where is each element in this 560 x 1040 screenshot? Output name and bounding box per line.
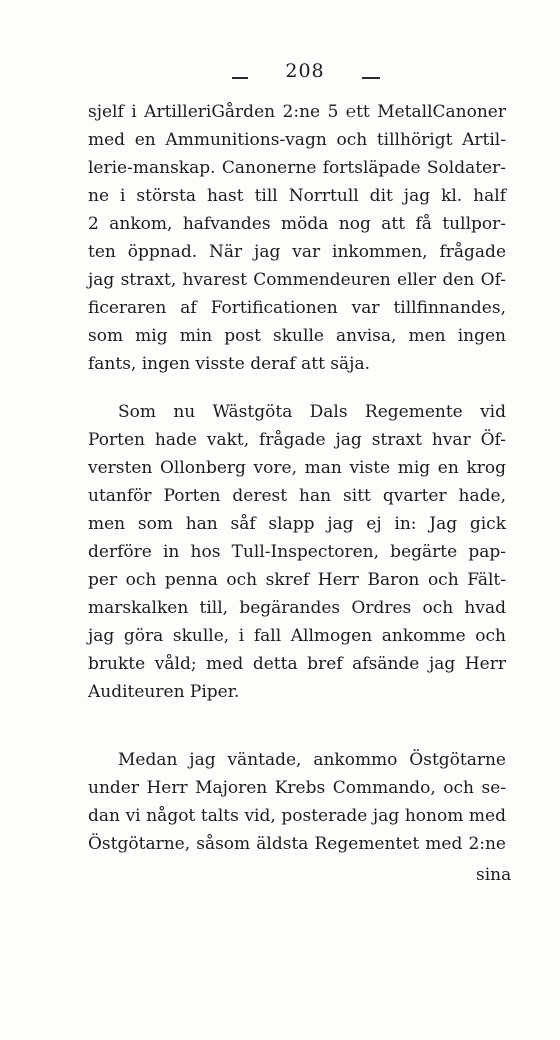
text-line: derföre in hos Tull-Inspectoren, begärte pap- <box>88 542 506 562</box>
page-number: 208 <box>285 60 325 82</box>
text-line: som mig min post skulle anvisa, men ingen <box>88 326 506 346</box>
text-line: marskalken till, begärandes Ordres och hvad <box>88 598 506 618</box>
text-line: under Herr Majoren Krebs Commando, och se- <box>88 778 506 798</box>
text-line: utanför Porten derest han sitt qvarter hade, <box>88 486 506 506</box>
text-line: jag straxt, hvarest Commendeuren eller den Of- <box>88 270 506 290</box>
paragraph-3 <box>88 746 506 858</box>
text-line: sjelf i ArtilleriGården 2:ne 5 ℮tt MetallCanoner <box>88 102 506 122</box>
page-header <box>0 60 560 90</box>
paragraph-1 <box>88 98 506 378</box>
text-line: Som nu Wästgöta Dals Regemente vid <box>118 402 506 422</box>
text-line: Östgötarne, såsom äldsta Regementet med 2:ne <box>88 834 506 854</box>
header-dash-right <box>362 77 380 79</box>
text-line: Medan jag väntade, ankommo Östgötarne <box>118 750 506 770</box>
text-line: brukte våld; med detta bref afsände jag Herr <box>88 654 506 674</box>
text-line: Auditeuren Piper. <box>88 682 240 702</box>
paragraph-2 <box>88 398 506 706</box>
text-line: jag göra skulle, i fall Allmogen ankomme och <box>88 626 506 646</box>
text-line: ne i största hast till Norrtull dit jag kl. half <box>88 186 506 206</box>
text-line: Porten hade vakt, frågade jag straxt hvar Öf- <box>88 430 506 450</box>
text-line: ten öppnad. När jag var inkommen, frågade <box>88 242 506 262</box>
header-dash-left <box>232 77 248 79</box>
text-line: ficeraren af Fortificationen var tillfinnandes, <box>88 298 506 318</box>
text-line: fants, ingen visste deraf att säja. <box>88 354 370 374</box>
text-line: med en Ammunitions-vagn och tillhörigt Artil- <box>88 130 506 150</box>
text-line: dan vi något talts vid, posterade jag honom med <box>88 806 506 826</box>
text-line: per och penna och skref Herr Baron och Fält- <box>88 570 506 590</box>
text-line: 2 ankom, hafvandes möda nog att få tullpor- <box>88 214 506 234</box>
catchword: sina <box>476 865 512 885</box>
text-line: men som han såf slapp jag ej in: Jag gick <box>88 514 506 534</box>
text-line: versten Ollonberg vore, man viste mig en krog <box>88 458 506 478</box>
text-line: lerie-manskap. Canonerne fortsläpade Soldater- <box>88 158 506 178</box>
